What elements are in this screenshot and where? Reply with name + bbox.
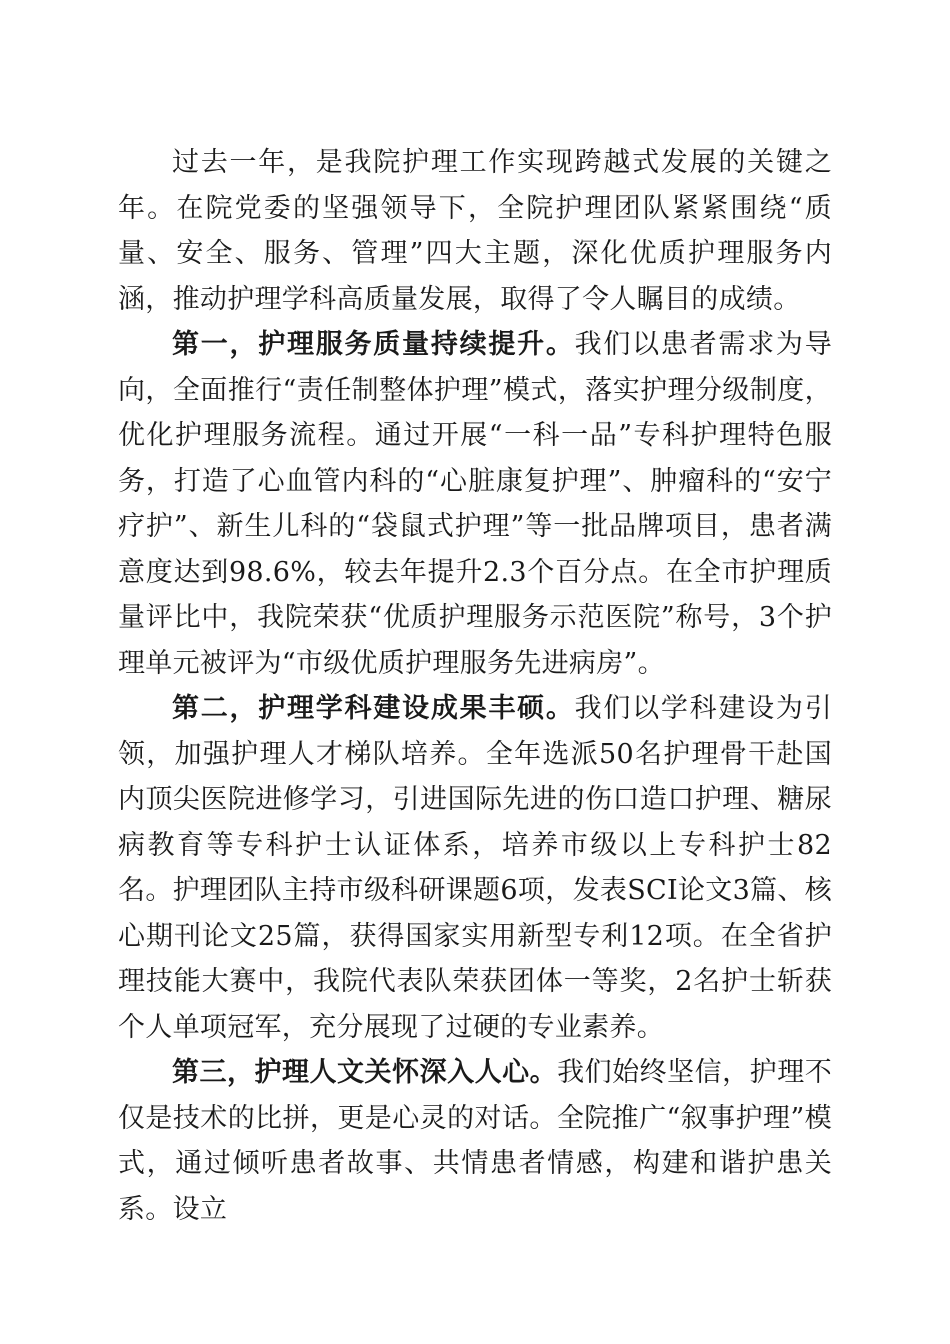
document-body [118,140,832,1232]
paragraph-text: 我们以学科建设为引领，加强护理人才梯队培养。全年选派50名护理骨干赴国内顶尖医院进修学习，引进国际先进的伤口造口护理、糖尿病教育等专科护士认证体系，培养市级以上专科护士82名。护理团队主持市级科研课题6项，发表SCI论文3篇、核心期刊论文25篇，获得国家实用新型专利12项。在全省护理技能大赛中，我院代表队荣获团体一等奖，2名护士斩获个人单项冠军，充分展现了过硬的专业素养。 [118,693,832,1043]
paragraph-lead: 第二，护理学科建设成果丰硕。 [172,693,575,724]
paragraph-lead: 第三，护理人文关怀深入人心。 [172,1057,558,1088]
paragraph-discipline-building [118,686,832,1050]
paragraph-intro [118,140,832,322]
paragraph-text: 我们始终坚信，护理不仅是技术的比拼，更是心灵的对话。全院推广“叙事护理”模式，通过倾听患者故事、共情患者情感，构建和谐护患关系。设立 [118,1057,833,1225]
paragraph-text: 我们以患者需求为导向，全面推行“责任制整体护理”模式，落实护理分级制度，优化护理服务流程。通过开展“一科一品”专科护理特色服务，打造了心血管内科的“心脏康复护理”、肿瘤科的“安宁疗护”、新生儿科的“袋鼠式护理”等一批品牌项目，患者满意度达到98.6%，较去年提升2.3个百分点。在全市护理质量评比中，我院荣获“优质护理服务示范医院”称号，3个护理单元被评为“市级优质护理服务先进病房”。 [118,329,832,679]
paragraph-lead: 第一，护理服务质量持续提升。 [172,329,575,360]
paragraph-humanistic-care [118,1050,832,1232]
paragraph-text: 过去一年，是我院护理工作实现跨越式发展的关键之年。在院党委的坚强领导下，全院护理团队紧紧围绕“质量、安全、服务、管理”四大主题，深化优质护理服务内涵，推动护理学科高质量发展，取得了令人瞩目的成绩。 [118,147,832,315]
paragraph-service-quality [118,322,832,686]
